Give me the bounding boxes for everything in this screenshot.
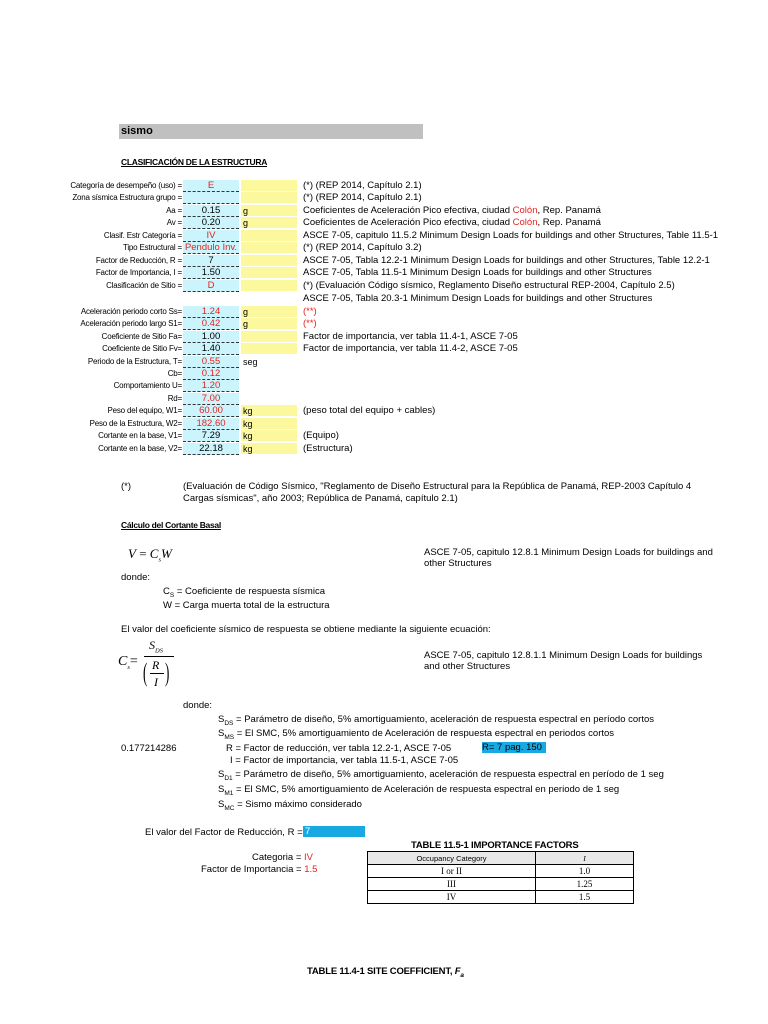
sm1-symbol: S	[218, 784, 225, 795]
i-definition: I = Factor de importancia, ver tabla 11.5-1, ASCE 7-05	[230, 755, 459, 766]
importance-table	[367, 851, 634, 904]
parameter-unit: g	[243, 206, 249, 216]
parameter-label: Cortante en la base, V1=	[98, 431, 182, 440]
parameter-label: Cortante en la base, V2=	[98, 444, 182, 453]
ref-12-8-1-1-line-2: and other Structures	[424, 661, 511, 672]
section-subtitle: CLASIFICACIÓN DE LA ESTRUCTURA	[121, 157, 268, 167]
parameter-note: (**)	[303, 318, 317, 329]
parameter-note	[303, 217, 601, 228]
categoria-row	[252, 852, 313, 863]
computed-value: 0.177214286	[121, 743, 177, 754]
frac-num-symbol: S	[149, 638, 155, 652]
parameter-unit: kg	[243, 419, 253, 429]
cs-definition	[163, 586, 325, 599]
parameter-note: ASCE 7-05, capitulo 11.5.2 Minimum Design Loads for buildings and other Structures, Table 11.5-1	[303, 230, 719, 241]
eq-equals: =	[135, 546, 150, 561]
parameter-label: Clasif. Estr Categoría =	[103, 231, 182, 240]
row-factor: 1.25	[536, 878, 634, 891]
sm1-text: = El SMC, 5% amortiguamiento de Aceleración de respuesta espectral en periodo de 1 seg	[233, 784, 620, 795]
sds-text: = Parámetro de diseño, 5% amortiguamiento, aceleración de respuesta espectral en período cortos	[233, 714, 654, 725]
parameter-input-cell[interactable]	[241, 180, 297, 191]
parameter-label: Coeficiente de Sitio Fa=	[101, 332, 182, 341]
sds-definition	[218, 714, 654, 727]
parameter-value-cell[interactable]: 0.42	[183, 318, 239, 330]
sd1-text: = Parámetro de diseño, 5% amortiguamiento, aceleración de respuesta espectral en período de 1 seg	[232, 769, 664, 780]
parameter-label: Aa =	[166, 206, 182, 215]
ref-12-8-1-line-2: other Structures	[424, 558, 492, 569]
parameter-label: Cb=	[167, 369, 182, 378]
parameter-value-cell[interactable]	[183, 192, 239, 204]
frac-c-symbol: C	[118, 654, 128, 669]
importance-table-title: TABLE 11.5-1 IMPORTANCE FACTORS	[411, 840, 579, 851]
note-text: , Rep. Panamá	[537, 217, 601, 228]
ref-12-8-1-1-line-1: ASCE 7-05, capitulo 12.8.1.1 Minimum Design Loads for buildings	[424, 650, 703, 661]
parameter-unit: kg	[243, 444, 253, 454]
eq-s-sub: s	[158, 556, 161, 564]
frac-numerator	[149, 638, 163, 654]
cs-symbol: C	[163, 586, 170, 597]
parameter-input-cell[interactable]	[241, 318, 297, 329]
frac-lhs	[118, 654, 138, 671]
parameter-note: (*) (REP 2014, Capítulo 2.1)	[303, 192, 422, 203]
parameter-label: Categoría de desempeño (uso) =	[70, 181, 182, 190]
parameter-note: ASCE 7-05, Tabla 20.3-1 Minimum Design Loads for buildings and other Structures	[303, 293, 653, 304]
donde-label-2: donde:	[183, 700, 213, 711]
parameter-label: Periodo de la Estructura, T=	[87, 357, 182, 366]
parameter-note: (peso total del equipo + cables)	[303, 405, 436, 416]
parameter-value-cell[interactable]: E	[183, 180, 239, 192]
parameter-unit: g	[243, 307, 249, 317]
parameter-value-cell[interactable]: 0.15	[183, 205, 239, 217]
parameter-label: Clasificación de Sitio =	[106, 281, 182, 290]
frac-main-line	[144, 656, 174, 657]
categoria-label: Categoria =	[252, 852, 305, 863]
note-text: Coeficientes de Aceleración Pico efectiva, ciudad	[303, 205, 513, 216]
eq-w-symbol: W	[161, 546, 172, 561]
site-coefficient-a-sub: a	[460, 971, 464, 979]
frac-num-sub: DS	[155, 647, 163, 655]
eq-c-symbol: C	[149, 546, 159, 561]
parameter-value-cell[interactable]: D	[183, 280, 239, 292]
parameter-value-cell[interactable]: 7.00	[183, 393, 239, 405]
parameter-value-cell[interactable]: 182.60	[183, 418, 239, 430]
parameter-value-cell[interactable]: 1.24	[183, 306, 239, 318]
parameter-label: Comportamiento U=	[113, 381, 182, 390]
footnote-mark: (*)	[121, 481, 132, 492]
table-row	[368, 878, 634, 891]
w-definition: W = Carga muerta total de la estructura	[163, 600, 330, 611]
smc-sub: MC	[224, 804, 235, 812]
parameter-input-cell[interactable]	[241, 242, 297, 253]
frac-r-symbol: R	[152, 658, 160, 672]
sms-sub: MS	[224, 733, 235, 741]
parameter-label: Av =	[166, 218, 182, 227]
parameter-note: (**)	[303, 306, 317, 317]
parameter-label: Zona sísmica Estructura grupo =	[72, 193, 182, 202]
sm1-sub: M1	[224, 789, 234, 797]
factor-importancia-label: Factor de Importancia =	[201, 864, 305, 875]
parameter-input-cell[interactable]	[241, 217, 297, 228]
parameter-input-cell[interactable]	[241, 306, 297, 317]
parameter-unit: kg	[243, 431, 253, 441]
eq-v-symbol: V	[128, 546, 136, 561]
parameter-input-cell[interactable]	[241, 255, 297, 266]
parameter-label: Factor de Reducción, R =	[95, 256, 182, 265]
row-factor: 1.0	[536, 865, 634, 878]
table-row	[368, 891, 634, 904]
parameter-input-cell[interactable]	[241, 331, 297, 342]
site-coefficient-f-symbol: F	[454, 966, 461, 977]
coefficient-intro: El valor del coeficiente sísmico de respuesta se obtiene mediante la siguiente ecuación:	[121, 624, 491, 635]
parameter-input-cell[interactable]	[241, 343, 297, 354]
parameter-value-cell[interactable]: 22.18	[183, 443, 239, 455]
parameter-unit: seg	[243, 357, 258, 367]
sd1-symbol: S	[218, 769, 225, 780]
parameter-label: Peso de la Estructura, W2=	[89, 419, 182, 428]
note-text: Coeficientes de Aceleración Pico efectiva, ciudad	[303, 217, 513, 228]
ref-12-8-1-line-1: ASCE 7-05, capitulo 12.8.1 Minimum Design Loads for buildings and	[424, 547, 713, 558]
parameter-value-cell[interactable]: 0.12	[183, 368, 239, 380]
reduction-factor-label: El valor del Factor de Reducción, R =	[145, 827, 303, 838]
row-category: I or II	[368, 865, 536, 878]
smc-definition	[218, 799, 362, 812]
parameter-label: Tipo Estructural =	[122, 243, 182, 252]
frac-i-symbol: I	[154, 675, 158, 689]
parameter-value-cell[interactable]: 7.29	[183, 430, 239, 442]
parameter-note: ASCE 7-05, Tabla 12.2-1 Minimum Design Loads for buildings and other Structures, Table 12.2-1	[303, 255, 710, 266]
parameter-label: Coeficiente de Sitio Fv=	[102, 344, 182, 353]
parameter-note: (Estructura)	[303, 443, 353, 454]
sds-sub: DS	[224, 719, 234, 727]
parameter-value-cell[interactable]: 1.00	[183, 331, 239, 343]
parameter-label: Aceleración periodo corto Ss=	[80, 307, 182, 316]
row-factor: 1.5	[536, 891, 634, 904]
frac-left-paren: (	[143, 658, 148, 687]
cs-def-text: = Coeficiente de respuesta sísmica	[176, 586, 325, 597]
section-title: sismo	[121, 125, 153, 137]
parameter-label: Peso del equipo, W1=	[107, 406, 182, 415]
parameter-unit: kg	[243, 406, 253, 416]
note-city: Colón	[512, 205, 538, 216]
importance-table-wrap	[367, 851, 634, 904]
frac-s-sub: s	[127, 663, 130, 671]
parameter-note: (*) (REP 2014, Capítulo 2.1)	[303, 180, 422, 191]
sds-symbol: S	[218, 714, 225, 725]
parameter-value-cell[interactable]: 0.20	[183, 217, 239, 229]
table-row	[368, 865, 634, 878]
parameter-note: (*) (REP 2014, Capítulo 3.2)	[303, 242, 422, 253]
parameter-value-cell[interactable]: Pendulo Inv.	[184, 242, 238, 253]
cs-sub: S	[169, 591, 175, 599]
parameter-input-cell[interactable]	[241, 192, 297, 203]
parameter-label: Aceleración periodo largo S1=	[80, 319, 182, 328]
parameter-input-cell[interactable]	[241, 267, 297, 278]
parameter-input-cell[interactable]	[241, 230, 297, 241]
note-city: Colón	[512, 217, 538, 228]
frac-inner-line	[150, 673, 164, 674]
r-definition: R = Factor de reducción, ver tabla 12.2-1, ASCE 7-05	[226, 743, 452, 754]
factor-importancia-row	[201, 864, 317, 875]
footnote-line-1: (Evaluación de Código Sísmico, "Reglamento de Diseño Estructural para la República de Panamá, REP-2003 Capítulo 4	[183, 481, 692, 492]
parameter-input-cell[interactable]	[241, 205, 297, 216]
row-category: IV	[368, 891, 536, 904]
col-occupancy-category: Occupancy Category	[368, 852, 536, 865]
sms-symbol: S	[218, 728, 225, 739]
smc-text: = Sismo máximo considerado	[234, 799, 362, 810]
frac-right-paren: )	[165, 658, 170, 687]
equation-v	[128, 546, 172, 564]
site-coefficient-title-text: TABLE 11.4-1 SITE COEFFICIENT,	[307, 966, 455, 977]
parameter-value-cell[interactable]: 60.00	[183, 405, 239, 417]
sd1-definition	[218, 769, 664, 782]
footnote-line-2: Cargas sísmicas", año 2003; República de Panamá, capítulo 2.1)	[183, 493, 458, 504]
note-text: , Rep. Panamá	[537, 205, 601, 216]
factor-importancia-value: 1.5	[304, 864, 318, 875]
parameter-note	[303, 205, 601, 216]
col-importance-factor: I	[536, 852, 634, 865]
frac-equals: =	[129, 654, 138, 669]
parameter-value-cell[interactable]: IV	[183, 230, 239, 242]
parameter-value-cell[interactable]: 7	[183, 255, 239, 267]
importance-table-header	[368, 852, 634, 865]
parameter-value-cell[interactable]: 0.55	[183, 356, 239, 368]
parameter-note: ASCE 7-05, Tabla 11.5-1 Minimum Design Loads for buildings and other Structures	[303, 267, 652, 278]
parameter-label: Factor de Importancia, I =	[95, 268, 182, 277]
parameter-value-cell[interactable]: 1.20	[183, 380, 239, 392]
row-category: III	[368, 878, 536, 891]
sms-text: = El SMC, 5% amortiguamiento de Aceleración de respuesta espectral en periodos cortos	[234, 728, 615, 739]
parameter-input-cell[interactable]	[241, 280, 297, 291]
donde-label: donde:	[121, 572, 151, 583]
sms-definition	[218, 728, 614, 741]
section-header-bar	[119, 124, 423, 139]
parameter-label: Rd=	[167, 394, 182, 403]
parameter-unit: g	[243, 218, 249, 228]
parameter-note: Factor de importancia, ver tabla 11.4-2, ASCE 7-05	[303, 343, 518, 354]
categoria-value: IV	[304, 852, 314, 863]
r-highlight: R= 7 pag. 150	[482, 742, 546, 753]
parameter-value-cell[interactable]: 1.50	[183, 267, 239, 279]
parameter-unit: g	[243, 319, 249, 329]
sm1-definition	[218, 784, 619, 797]
site-coefficient-table-title	[307, 966, 464, 979]
parameter-value-cell[interactable]: 1.40	[183, 343, 239, 355]
sd1-sub: D1	[224, 774, 233, 782]
basal-title: Cálculo del Cortante Basal	[121, 520, 221, 530]
reduction-factor-value: 7	[303, 826, 365, 837]
parameter-note: (Equipo)	[303, 430, 339, 441]
parameter-note: Factor de importancia, ver tabla 11.4-1, ASCE 7-05	[303, 331, 518, 342]
smc-symbol: S	[218, 799, 225, 810]
parameter-note: (*) (Evaluación Código sísmico, Reglamento Diseño estructural REP-2004, Capítulo 2.5)	[303, 280, 675, 291]
equation-cs-fraction	[118, 638, 198, 692]
